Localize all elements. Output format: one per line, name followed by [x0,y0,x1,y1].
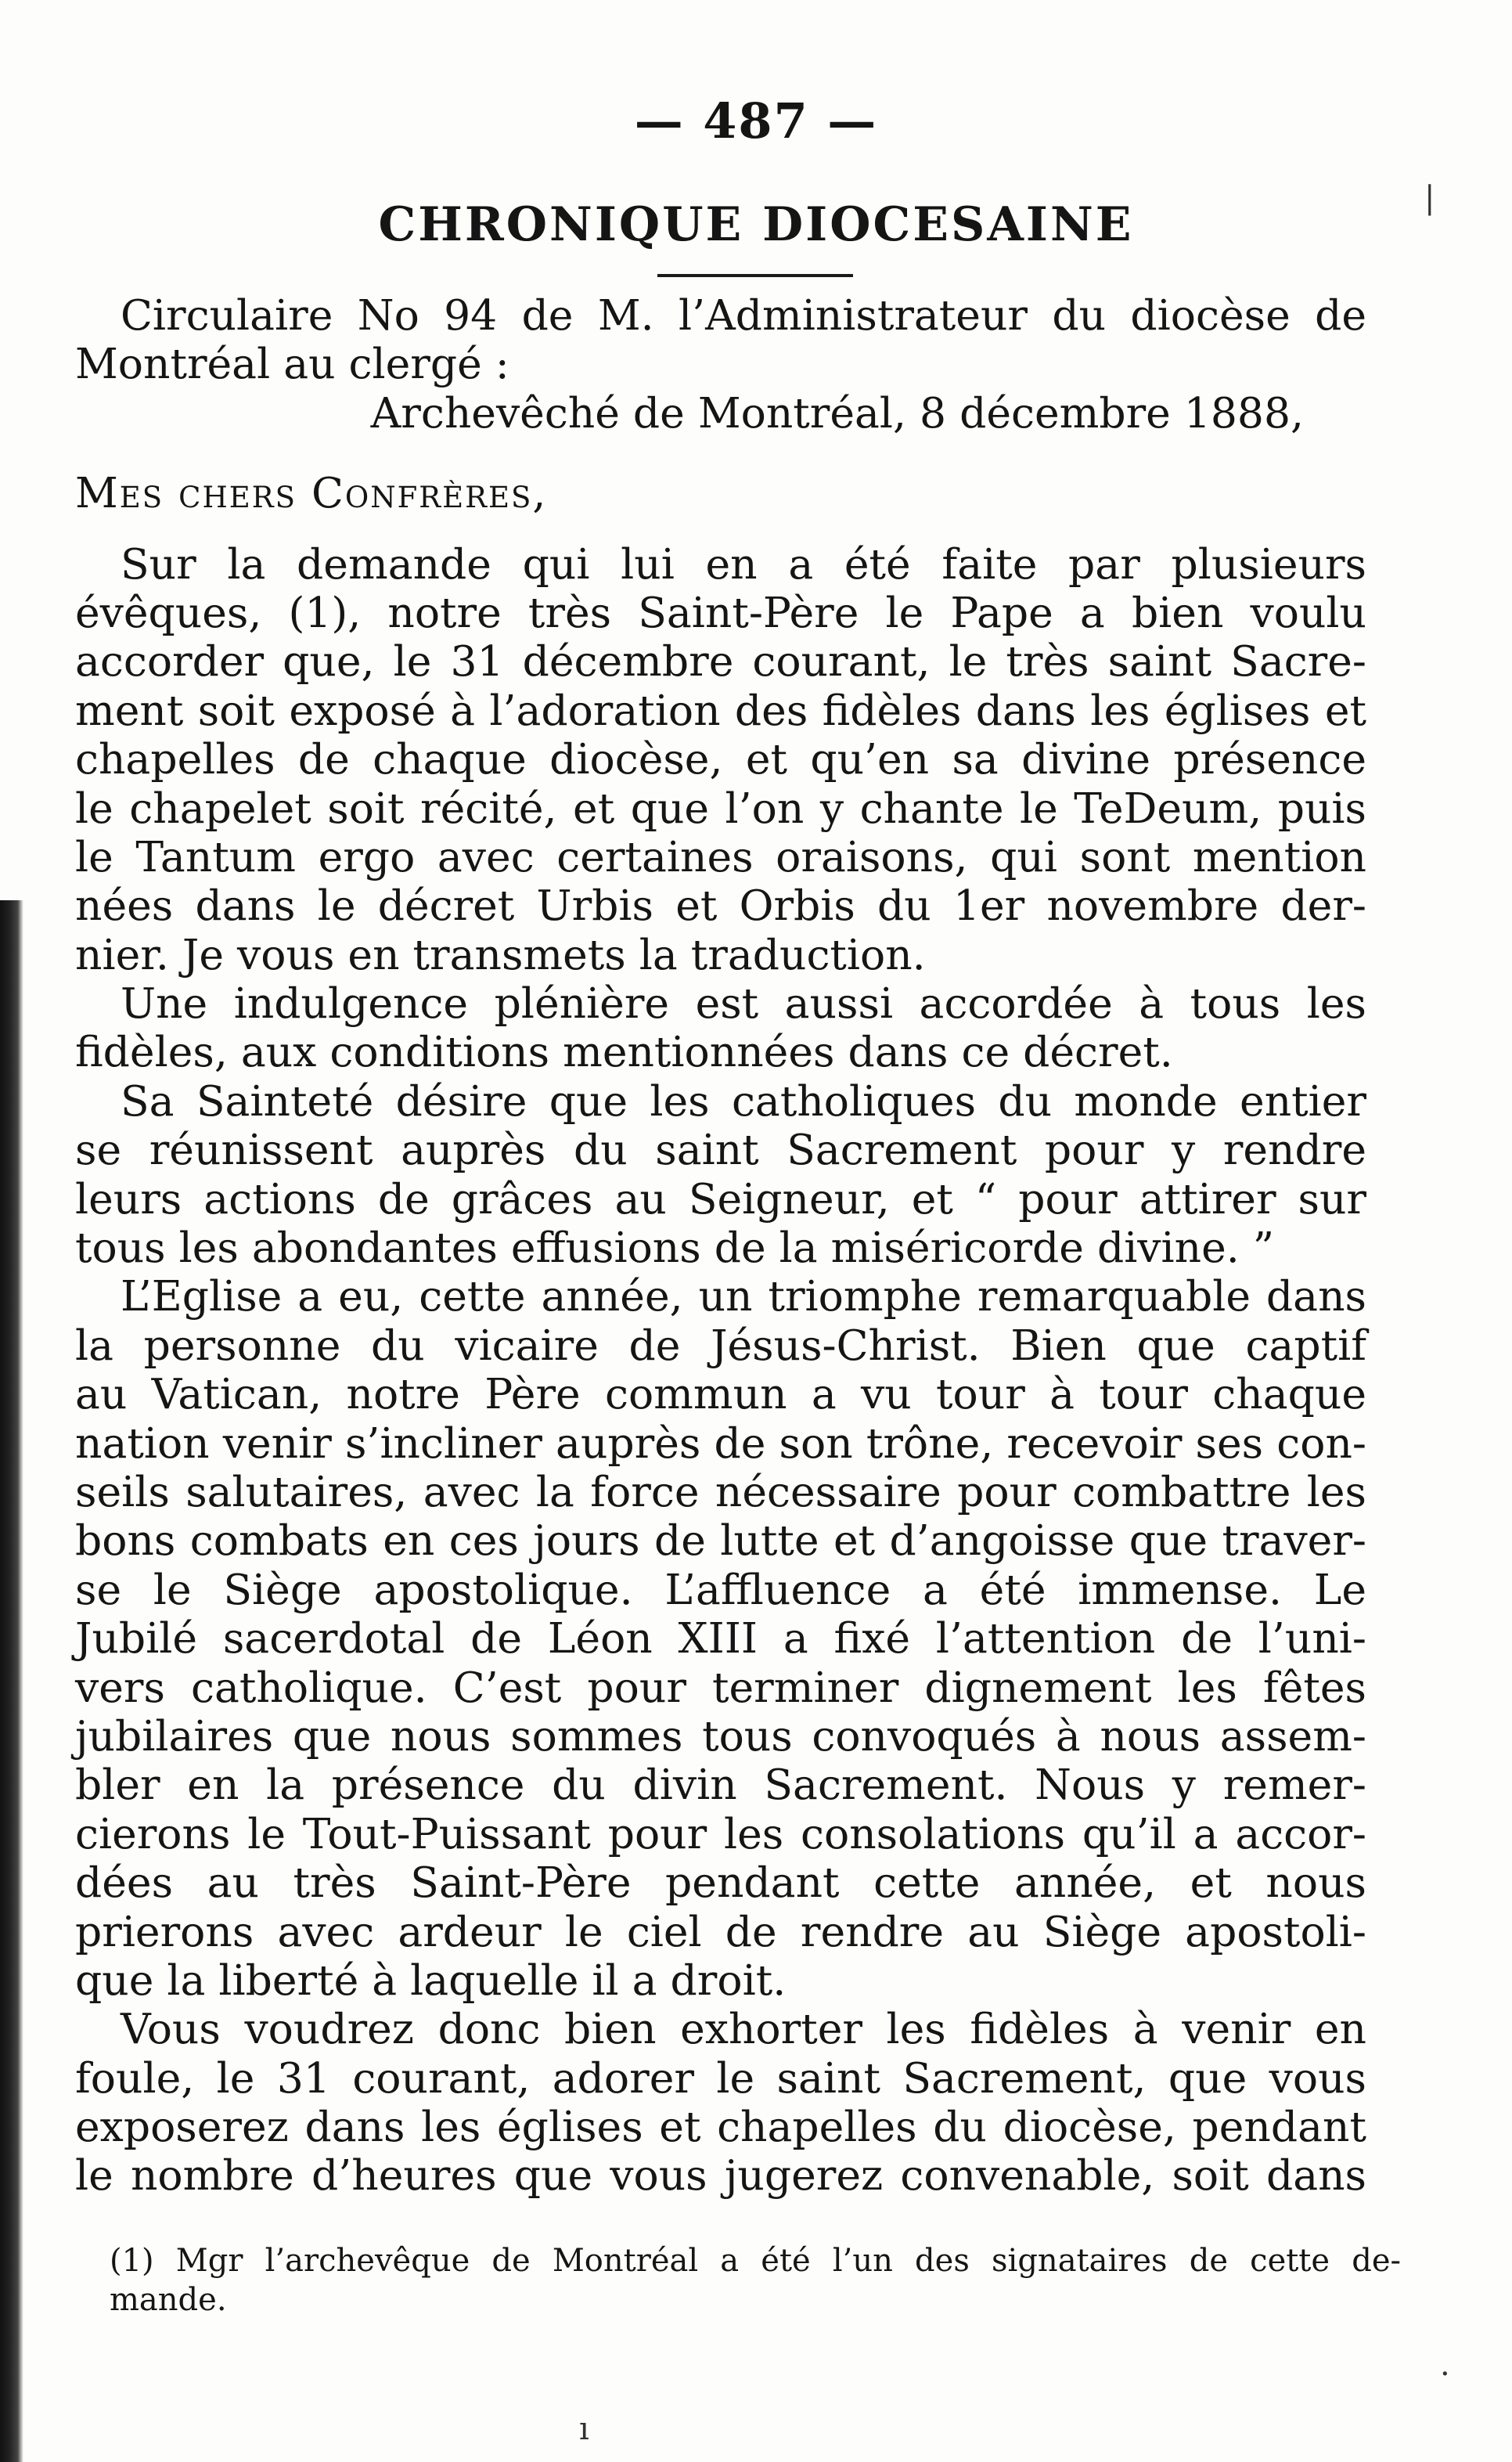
text-line: évêques, (1), notre très Saint-Père le Pape a bien voulu [75,587,1366,637]
footnote-line: (1) Mgr l’archevêque de Montréal a été l’un des signataires de cette de- [110,2243,1401,2279]
text-line: se le Siège apostolique. L’affluence a été immense. Le [75,1564,1366,1614]
text-line: Montréal au clergé : [75,339,509,389]
text-line: nation venir s’incliner auprès de son trône, recevoir ses con- [75,1418,1366,1468]
circular-text [75,291,1366,2201]
text-line: Vous voudrez donc bien exhorter les fidèles à venir en [121,2004,1366,2054]
text-line: ment soit exposé à l’adoration des fidèles dans les églises et [75,685,1366,735]
footnote [110,2241,1401,2320]
heading-rule [657,274,853,277]
text-line: Sur la demande qui lui en a été faite par plusieurs [121,539,1366,589]
text-line: nées dans le décret Urbis et Orbis du 1er novembre der- [75,881,1366,931]
text-line: jubilaires que nous sommes tous convoqués à nous assem- [75,1710,1366,1761]
text-line: vers catholique. C’est pour terminer dignement les fêtes [75,1662,1366,1712]
scan-speck: ı [579,2411,589,2447]
text-line: nier. Je vous en transmets la traduction. [75,929,926,979]
text-line: Jubilé sacerdotal de Léon XIII a fixé l’attention de l’uni- [75,1613,1366,1664]
text-line: accorder que, le 31 décembre courant, le très saint Sacre- [75,636,1366,687]
scan-speck: · [1440,2356,1450,2392]
text-line: dées au très Saint-Père pendant cette année, et nous [75,1858,1366,1908]
text-line: Circulaire No 94 de M. l’Administrateur du diocèse de [121,290,1366,340]
text-line: chapelles de chaque diocèse, et qu’en sa divine présence [75,734,1366,784]
text-line: au Vatican, notre Père commun a vu tour à tour chaque [75,1369,1366,1419]
salutation: Mes chers Confrères, [75,468,548,518]
text-line: Sa Sainteté désire que les catholiques du monde entier [121,1076,1366,1126]
text-line: cierons le Tout-Puissant pour les consolations qu’il a accor- [75,1808,1366,1858]
page-number: — 487 — [634,92,878,150]
binding-shadow [0,900,23,2462]
text-line: le nombre d’heures que vous jugerez convenable, soit dans [75,2150,1366,2201]
text-line: foule, le 31 courant, adorer le saint Sacrement, que vous [75,2053,1366,2103]
text-line: leurs actions de grâces au Seigneur, et “ pour attirer sur [75,1173,1366,1224]
text-line: bons combats en ces jours de lutte et d’angoisse que traver- [75,1516,1366,1566]
text-line: bler en la présence du divin Sacrement. Nous y remer- [75,1760,1366,1810]
text-line: que la liberté à laquelle il a droit. [75,1955,787,2005]
text-line: L’Eglise a eu, cette année, un triomphe remarquable dans [121,1271,1366,1321]
text-line: exposerez dans les églises et chapelles du diocèse, pendant [75,2102,1366,2152]
text-line: seils salutaires, avec la force nécessaire pour combattre les [75,1466,1366,1516]
dateline: Archevêché de Montréal, 8 décembre 1888, [370,388,1304,438]
text-line: la personne du vicaire de Jésus-Christ. Bien que captif [75,1320,1366,1370]
text-line: le chapelet soit récité, et que l’on y chante le TeDeum, puis [75,783,1366,833]
text-line: fidèles, aux conditions mentionnées dans ce décret. [75,1027,1173,1077]
section-heading: CHRONIQUE DIOCESAINE [378,197,1134,252]
scan-speck: | [1424,180,1435,216]
text-line: tous les abondantes effusions de la miséricorde divine. ” [75,1223,1275,1273]
text-line: Une indulgence plénière est aussi accordée à tous les [121,979,1366,1029]
text-line: le Tantum ergo avec certaines oraisons, qui sont mention [75,831,1366,881]
footnote-line: mande. [110,2282,227,2318]
text-line: se réunissent auprès du saint Sacrement pour y rendre [75,1125,1366,1175]
text-line: prierons avec ardeur le ciel de rendre au Siège apostoli- [75,1906,1366,1956]
